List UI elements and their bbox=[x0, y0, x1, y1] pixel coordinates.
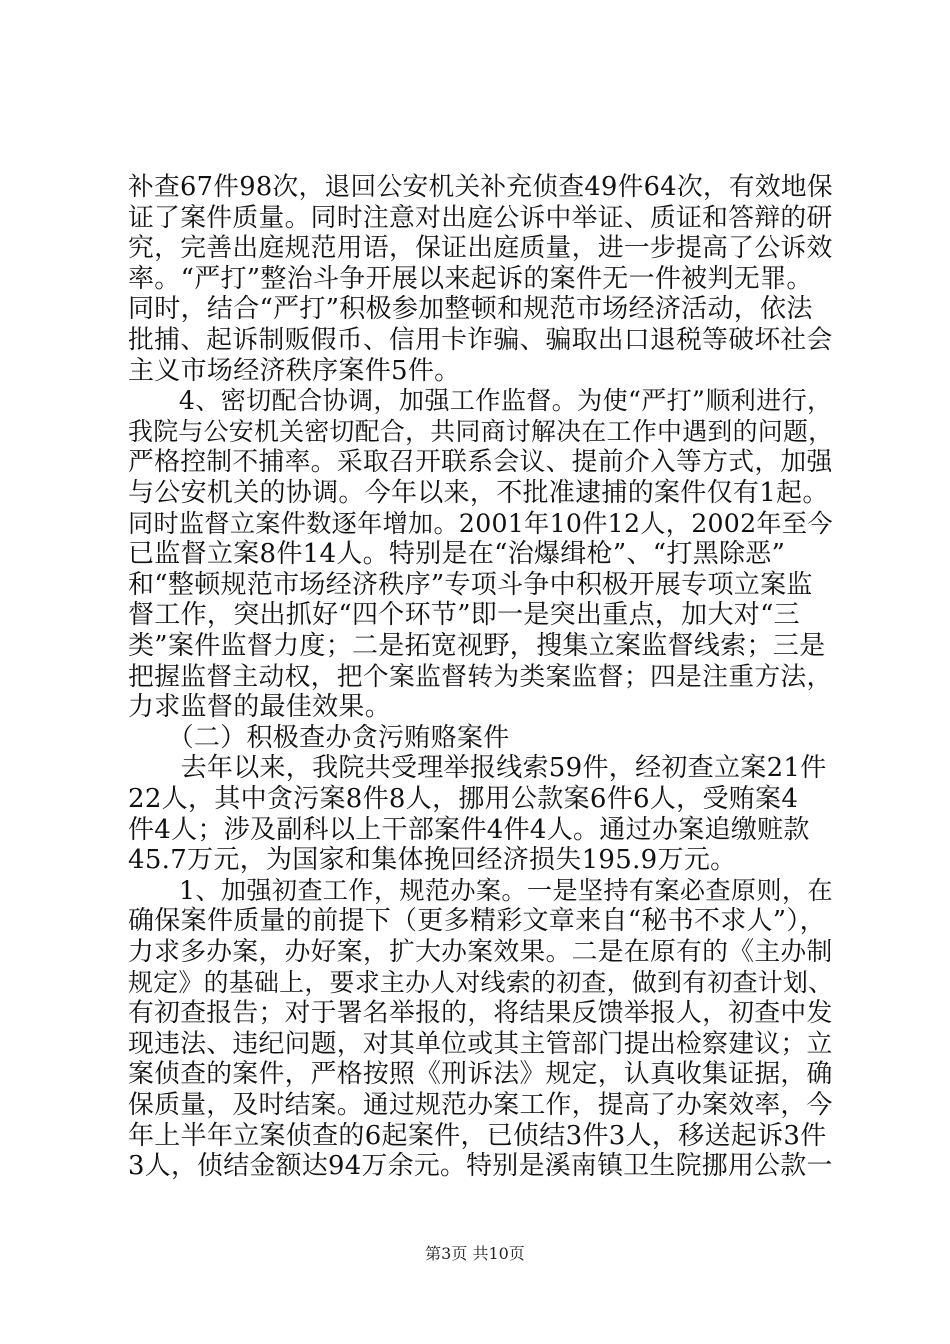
text-line: 案侦查的案件，严格按照《刑诉法》规定，认真收集证据，确 bbox=[128, 1059, 833, 1090]
text-line: 22人，其中贪污案8件8人，挪用公款案6件6人，受贿案4 bbox=[128, 784, 799, 814]
text-line: 规定》的基础上，要求主办人对线索的初查，做到有初查计划、 bbox=[128, 967, 834, 997]
text-line: 确保案件质量的前提下（更多精彩文章来自“秘书不求人”）， bbox=[128, 906, 826, 937]
text-line: 年上半年立案侦查的6起案件，已侦结3件3人，移送起诉3件 bbox=[128, 1120, 827, 1151]
text-line: 主义市场经济秩序案件5件。 bbox=[128, 355, 461, 386]
text-line: 力求监督的最佳效果。 bbox=[128, 692, 392, 723]
text-line: 把握监督主动权，把个案监督转为类案监督；四是注重方法， bbox=[128, 661, 833, 692]
text-line: 力求多办案，办好案，扩大办案效果。二是在原有的《主办制 bbox=[128, 937, 833, 967]
text-line: 严格控制不捕率。采取召开联系会议、提前介入等方式，加强 bbox=[128, 447, 833, 478]
text-line: 去年以来，我院共受理举报线索59件，经初查立案21件 bbox=[128, 753, 827, 784]
text-line: 45.7万元，为国家和集体挽回经济损失195.9万元。 bbox=[128, 845, 737, 876]
text-line: 督工作，突出抓好“四个环节”即一是突出重点，加大对“三 bbox=[128, 600, 800, 631]
text-line: 补查67件98次，退回公安机关补充侦查49件64次，有效地保 bbox=[128, 172, 833, 202]
text-line: 1、加强初查工作，规范办案。一是坚持有案必查原则，在 bbox=[128, 875, 833, 905]
text-line: 类”案件监督力度；二是拓宽视野，搜集立案监督线索；三是 bbox=[128, 631, 826, 661]
text-line: 率。“严打”整治斗争开展以来起诉的案件无一件被判无罪。 bbox=[128, 263, 813, 294]
text-line: 有初查报告；对于署名举报的，将结果反馈举报人，初查中发 bbox=[128, 998, 833, 1029]
text-line: 4、密切配合协调，加强工作监督。为使“严打”顺利进行， bbox=[128, 386, 833, 416]
text-line: 批捕、起诉制贩假币、信用卡诈骗、骗取出口退税等破坏社会 bbox=[128, 325, 833, 355]
text-line: 保质量，及时结案。通过规范办案工作，提高了办案效率，今 bbox=[128, 1090, 833, 1120]
text-line: 同时监督立案件数逐年增加。2001年10件12人，2002年至今 bbox=[128, 508, 833, 538]
text-line: 究，完善出庭规范用语，保证出庭质量，进一步提高了公诉效 bbox=[128, 233, 833, 264]
page-number-footer: 第3页 共10页 bbox=[425, 1244, 525, 1263]
text-line: 我院与公安机关密切配合，共同商讨解决在工作中遇到的问题， bbox=[128, 416, 834, 446]
text-line: 证了案件质量。同时注意对出庭公诉中举证、质证和答辩的研 bbox=[128, 202, 833, 233]
text-line: 同时，结合“严打”积极参加整顿和规范市场经济活动，依法 bbox=[128, 294, 813, 325]
section-heading: （二）积极查办贪污贿赂案件 bbox=[128, 722, 510, 753]
text-line: 3人，侦结金额达94万余元。特别是溪南镇卫生院挪用公款一 bbox=[128, 1151, 833, 1182]
text-line: 现违法、违纪问题，对其单位或其主管部门提出检察建议；立 bbox=[128, 1028, 833, 1059]
text-line: 件4人；涉及副科以上干部案件4件4人。通过办案追缴赃款 bbox=[128, 814, 810, 845]
text-line: 已监督立案8件14人。特别是在“治爆缉枪”、“打黑除恶” bbox=[128, 539, 786, 570]
text-line: 和“整顿规范市场经济秩序”专项斗争中积极开展专项立案监 bbox=[128, 569, 813, 600]
text-line: 与公安机关的协调。今年以来，不批准逮捕的案件仅有1起。 bbox=[128, 478, 829, 508]
